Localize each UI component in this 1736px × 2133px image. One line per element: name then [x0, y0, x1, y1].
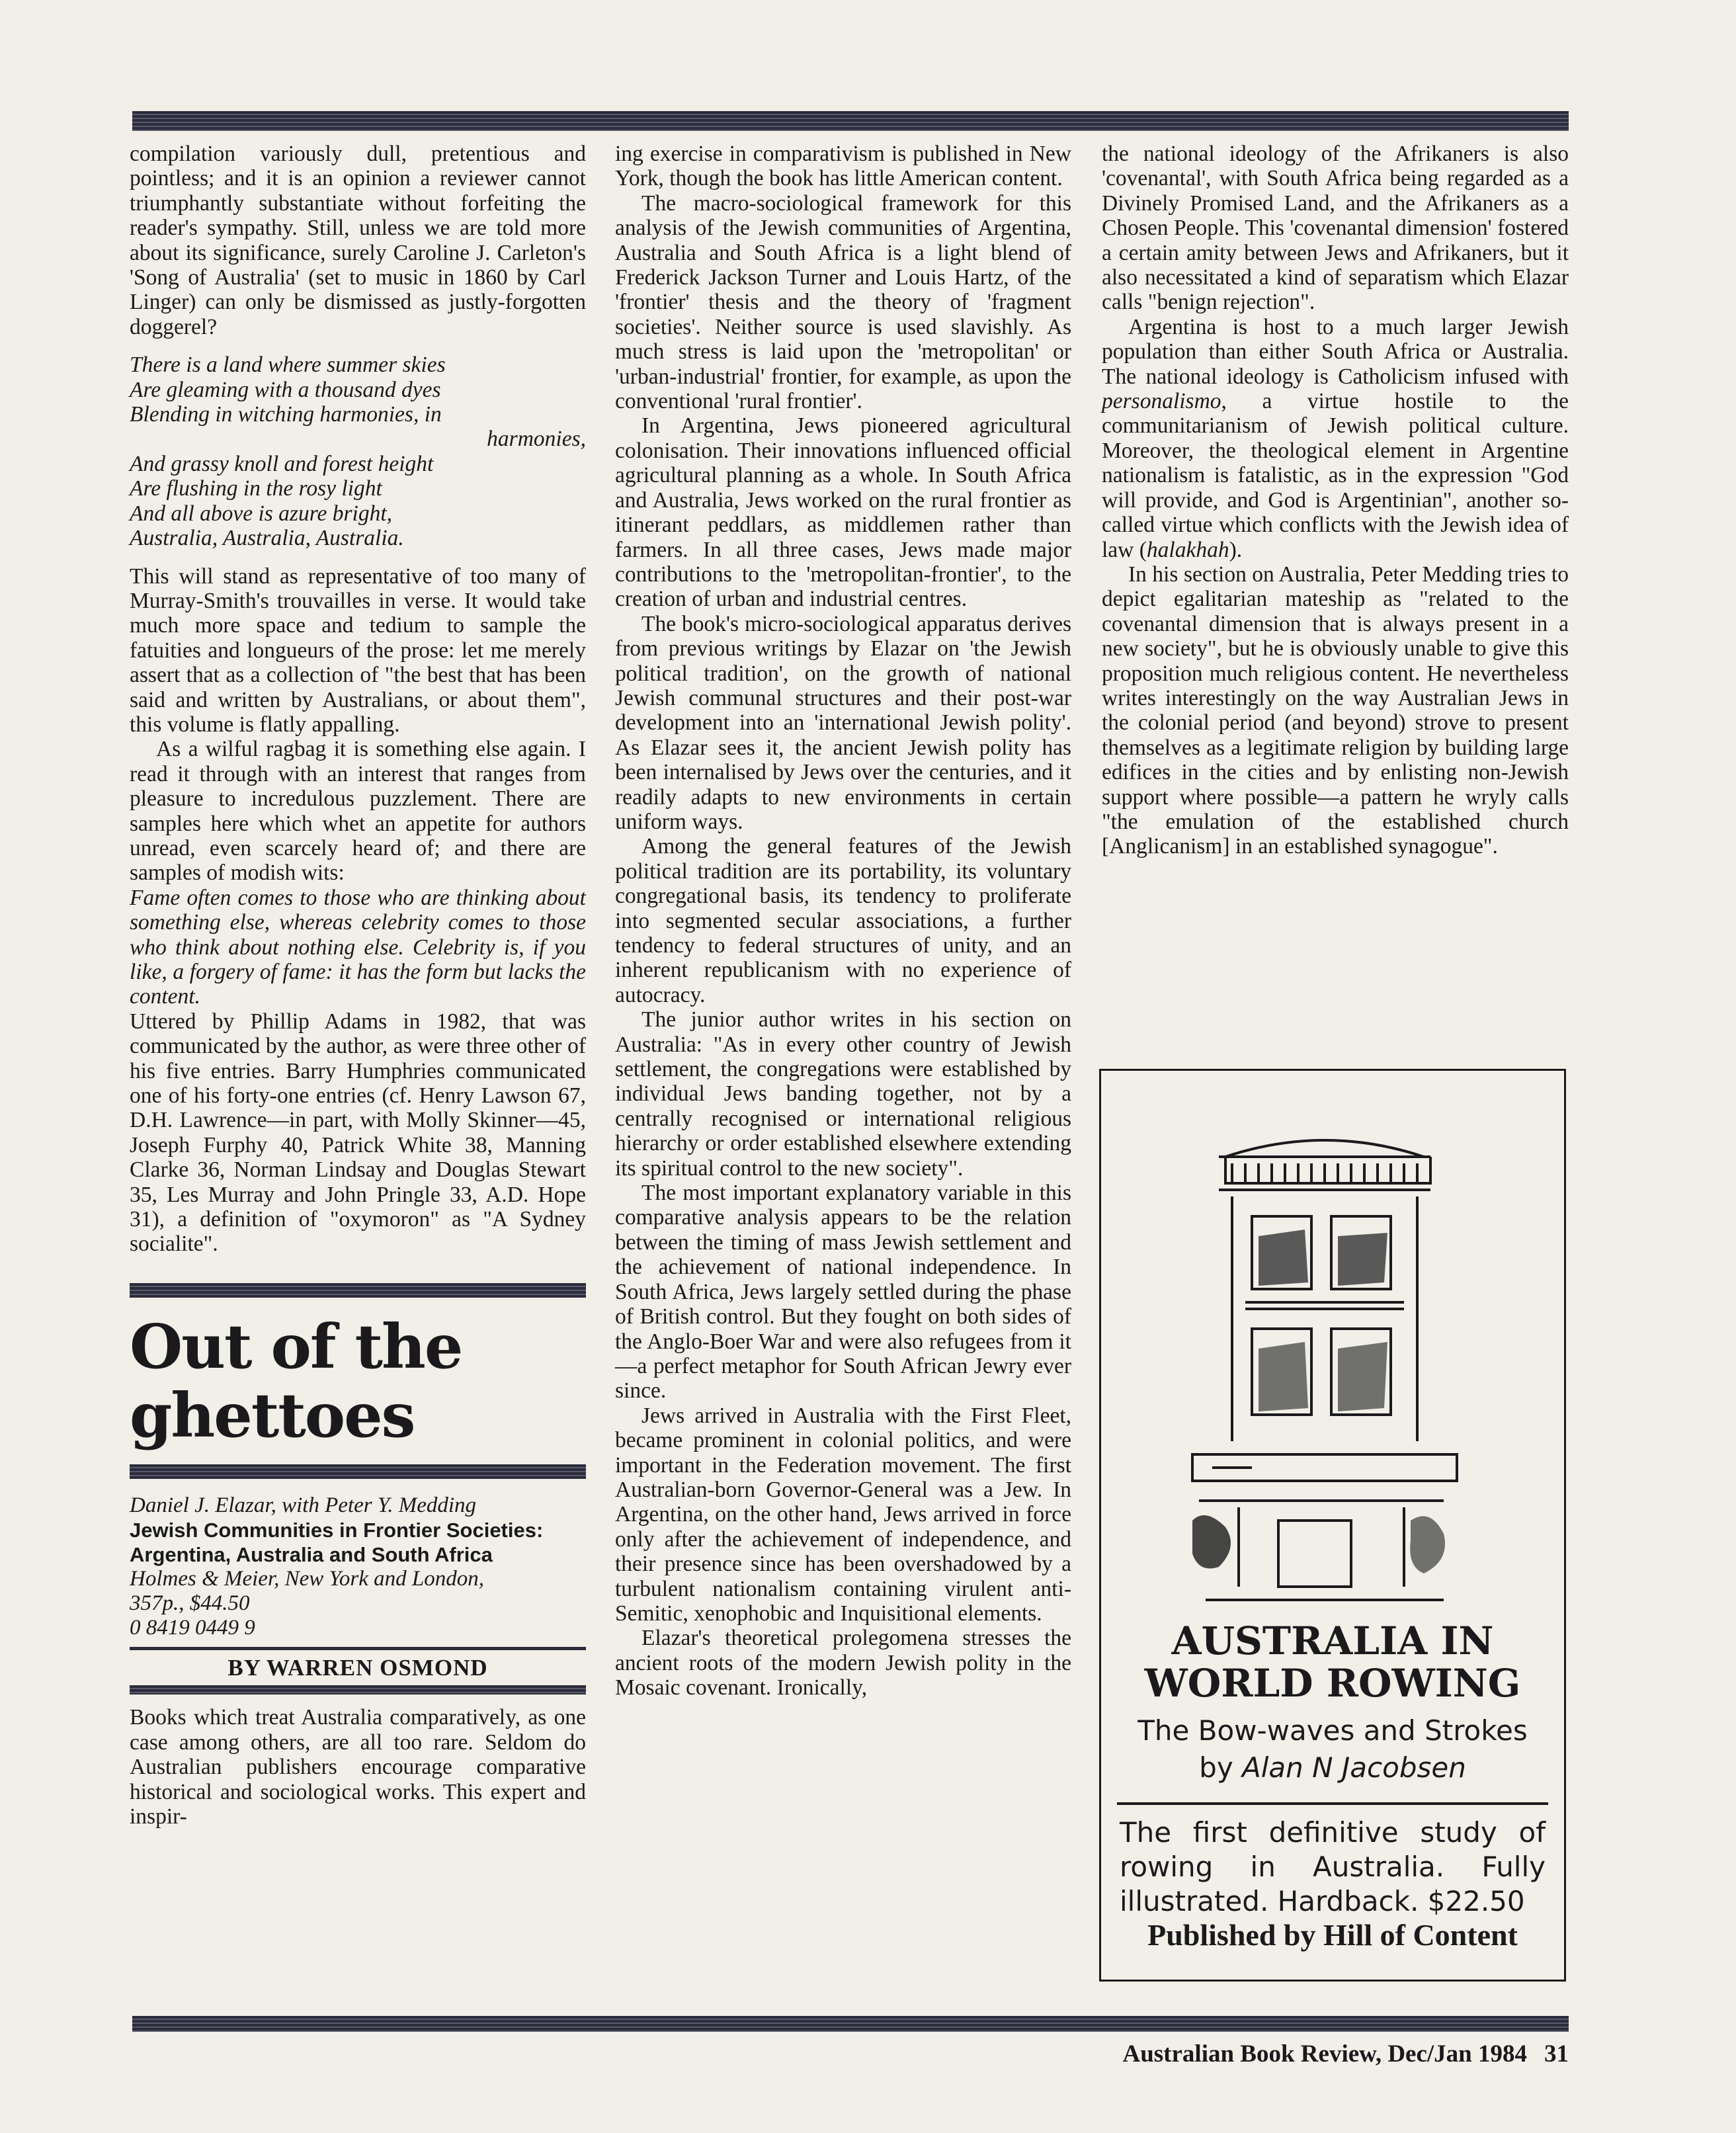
ad-subtitle — [1101, 1712, 1564, 1786]
bottom-rule — [132, 2016, 1569, 2032]
poem-line: Australia, Australia, Australia. — [130, 526, 404, 551]
column-3 — [1102, 142, 1569, 859]
col3-p2-italic-2: halakhah — [1146, 537, 1229, 562]
col1-paragraph-1: compilation variously dull, pretentious and pointless; and it is an opinion a reviewer cannot triumphantly substantiate without forfeiting the reader's sympathy. Still, unless we are told more about its significance, surely Caroline J. Carleton's 'Song of Australia' (set to music in 1860 by Carl Linger) can only be dismissed as justly-forgotten doggerel? — [130, 142, 586, 339]
book-authors: Daniel J. Elazar, with Peter Y. Medding — [130, 1493, 477, 1517]
col2-paragraph-6: The junior author writes in his section on Australia: "As in every other country of Jewish settlement, the congregations were established by individual Jews banding together, not by a centrally recognised or international religious hierarchy or order established elsewhere extending its spiritual control to the new society". — [615, 1007, 1071, 1181]
ad-title-line-2: WORLD ROWING — [1144, 1661, 1521, 1706]
book-advertisement — [1099, 1069, 1566, 1982]
book-publisher: Holmes & Meier, New York and London, — [130, 1566, 484, 1591]
byline-rule-bottom — [130, 1685, 586, 1694]
col2-paragraph-1: ing exercise in comparativism is published in New York, though the book has little American content. — [615, 142, 1071, 191]
page-number: 31 — [1544, 2040, 1569, 2068]
col3-paragraph-3: In his section on Australia, Peter Medding tries to depict egalitarian mateship as "related to the covenantal dimension that is always present in a new society", but he is obviously unable to give this proposition much religious content. He nevertheless writes interestingly on the way Australian Jews in the colonial period (and beyond) strove to present themselves as a legitimate religion by building large edifices in the cities and by enlisting non-Jewish support where possible—a pattern he wryly calls "the emulation of the established church [Anglicanism] in an established synagogue". — [1102, 562, 1569, 859]
col1-paragraph-4: Uttered by Phillip Adams in 1982, that was communicated by the author, as were three other of his five entries. Barry Humphries communicated one of his forty-one entries (cf. Henry Lawson 67, D.H. Lawrence—in part, with Molly Skinner—45, Joseph Furphy 40, Patrick White 38, Manning Clarke 36, Norman Lindsay and Douglas Stewart 35, Les Murray and John Pringle 33, A.D. Hope 31), a definition of "oxymoron" as "A Sydney socialite". — [130, 1009, 586, 1257]
poem-line: Blending in witching harmonies, in — [130, 402, 442, 427]
headline-rule-top — [130, 1283, 586, 1298]
poem-line: harmonies, — [487, 427, 586, 452]
col1-paragraph-5: Books which treat Australia comparatively, as one case among others, are all too rare. Seldom do Australian publishers encourage comparative historical and sociological works. This expert and inspir- — [130, 1705, 586, 1829]
col2-paragraph-2: The macro-sociological framework for this analysis of the Jewish communities of Argentina, Australia and South Africa is a light blend of Frederick Jackson Turner and Louis Hartz, of the 'frontier' thesis and the theory of 'fragment societies'. Neither source is used slavishly. As much stress is laid upon the 'metropolitan' or 'urban-industrial' frontier, for example, as upon the conventional 'rural frontier'. — [615, 190, 1071, 414]
ad-subtitle-line-1: The Bow-waves and Strokes — [1137, 1714, 1528, 1747]
quote-excerpt: Fame often comes to those who are thinking about something else, whereas celebrity comes to those who think about nothing else. Celebrity is, if you like, a forgery of fame: it has the form but lacks the content. — [130, 885, 586, 1009]
ad-subtitle-line-2 — [1101, 1749, 1564, 1786]
col2-paragraph-9: Elazar's theoretical prolegomena stresses the ancient roots of the modern Jewish polity in the Mosaic covenant. Ironically, — [615, 1626, 1071, 1700]
top-rule — [132, 111, 1569, 131]
byline-rule-top — [130, 1647, 586, 1650]
headline-rule-bottom — [130, 1464, 586, 1479]
col1-paragraph-3: As a wilful ragbag it is something else again. I read it through with an interest that ranges from pleasure to incredulous puzzlement. There are samples here which whet an appetite for authors unread, even scarcely heard of; and there are samples of modish wits: — [130, 737, 586, 886]
col3-p2-text-b: , a virtue hostile to the communitarianism of Jewish political culture. Moreover, the theological element in Argentine nationalism is fatalistic, as in the expression "God will provide, and God is Argentinian", another so-called virtue which conflicts with the Jewish idea of law ( — [1102, 389, 1569, 562]
book-isbn: 0 8419 0449 9 — [130, 1615, 255, 1640]
col3-p2-text-a: Argentina is host to a much larger Jewish population than either South Africa or Australia. The national ideology is Catholicism infused with — [1102, 314, 1569, 389]
col2-paragraph-7: The most important explanatory variable in this comparative analysis appears to be the relation between the timing of mass Jewish settlement and the achievement of national independence. In South Africa, Jews largely settled during the phase of British control. But they fought on both sides of the Anglo-Boer War and were also refugees from it—a perfect metaphor for South African Jewry ever since. — [615, 1181, 1071, 1403]
boathouse-illustration-icon — [1179, 1110, 1470, 1607]
book-title: Jewish Communities in Frontier Societies: Argentina, Australia and South Africa — [130, 1518, 544, 1566]
poem-excerpt — [130, 353, 586, 550]
col2-paragraph-4: The book's micro-sociological apparatus derives from previous writings by Elazar on 'the Jewish political tradition', on the growth of national Jewish communal structures and their post-war development into an 'international Jewish polity'. As Elazar sees it, the ancient Jewish polity has been internalised by Jews over the centuries, and it readily adapts to new environments in certain uniform ways. — [615, 611, 1071, 834]
headline-line-2: ghettoes — [130, 1379, 415, 1451]
col2-paragraph-5: Among the general features of the Jewish political tradition are its portability, its voluntary congregational basis, its tendency to proliferate into segmented secular associations, a further tendency to federal structures of unity, and an inherent republicanism with no experience of autocracy. — [615, 834, 1071, 1007]
ad-description: The first definitive study of rowing in Australia. Fully illustrated. Hardback. $22.50 — [1120, 1816, 1546, 1917]
col1-paragraph-2: This will stand as representative of too many of Murray-Smith's trouvailles in verse. It would take much more space and tedium to sample the fatuities and longueurs of the prose: let me merely assert that as a collection of "the best that has been said and written by Australians, or about them", this volume is flatly appalling. — [130, 564, 586, 737]
col3-paragraph-2 — [1102, 315, 1569, 562]
poem-line: And grassy knoll and forest height — [130, 451, 434, 476]
col2-paragraph-3: In Argentina, Jews pioneered agricultural colonisation. Their innovations influenced official agricultural planning as a whole. In South Africa and Australia, Jews worked on the rural frontier as itinerant peddlars, as middlemen rather than farmers. In all three cases, Jews made major contributions to the 'metropolitan-frontier', to the creation of urban and industrial centres. — [615, 413, 1071, 612]
poem-line: Are gleaming with a thousand dyes — [130, 377, 441, 402]
headline-line-1: Out of the — [130, 1310, 462, 1382]
col3-p2-italic: personalismo — [1102, 389, 1221, 414]
column-2 — [615, 142, 1071, 1700]
article-headline — [130, 1312, 586, 1450]
poem-line: Are flushing in the rosy light — [130, 476, 382, 501]
ad-title — [1101, 1620, 1564, 1704]
col3-p2-text-c: ). — [1229, 537, 1243, 562]
byline: BY WARREN OSMOND — [227, 1654, 488, 1681]
poem-line: And all above is azure bright, — [130, 501, 393, 526]
poem-line: There is a land where summer skies — [130, 353, 446, 378]
ad-publisher: Published by Hill of Content — [1147, 1918, 1518, 1952]
ad-divider — [1117, 1802, 1548, 1805]
book-info — [130, 1493, 586, 1640]
footer-journal: Australian Book Review, Dec/Jan 1984 — [1122, 2040, 1527, 2068]
book-pages-price: 357p., $44.50 — [130, 1591, 250, 1615]
col3-paragraph-1: the national ideology of the Afrikaners is also 'covenantal', with South Africa being regarded as a Divinely Promised Land, and the Afrikaners as a Chosen People. This 'covenantal dimension' fostered a certain amity between Jews and Afrikaners, but it also necessitated a kind of separatism which Elazar calls "benign rejection". — [1102, 142, 1569, 315]
page-footer — [1122, 2040, 1569, 2068]
column-1 — [130, 142, 586, 1829]
ad-by: by — [1199, 1751, 1243, 1784]
ad-title-line-1: AUSTRALIA IN — [1171, 1618, 1494, 1663]
ad-author: Alan N Jacobsen — [1242, 1751, 1466, 1784]
col2-paragraph-8: Jews arrived in Australia with the First Fleet, became prominent in colonial politics, and were important in the Federation movement. The first Australian-born Governor-General was a Jew. In Argentina, on the other hand, Jews arrived in force only after the achievement of independence, and their presence since has been overshadowed by a turbulent nationalism containing virulent anti-Semitic, xenophobic and Inquisitional elements. — [615, 1403, 1071, 1626]
